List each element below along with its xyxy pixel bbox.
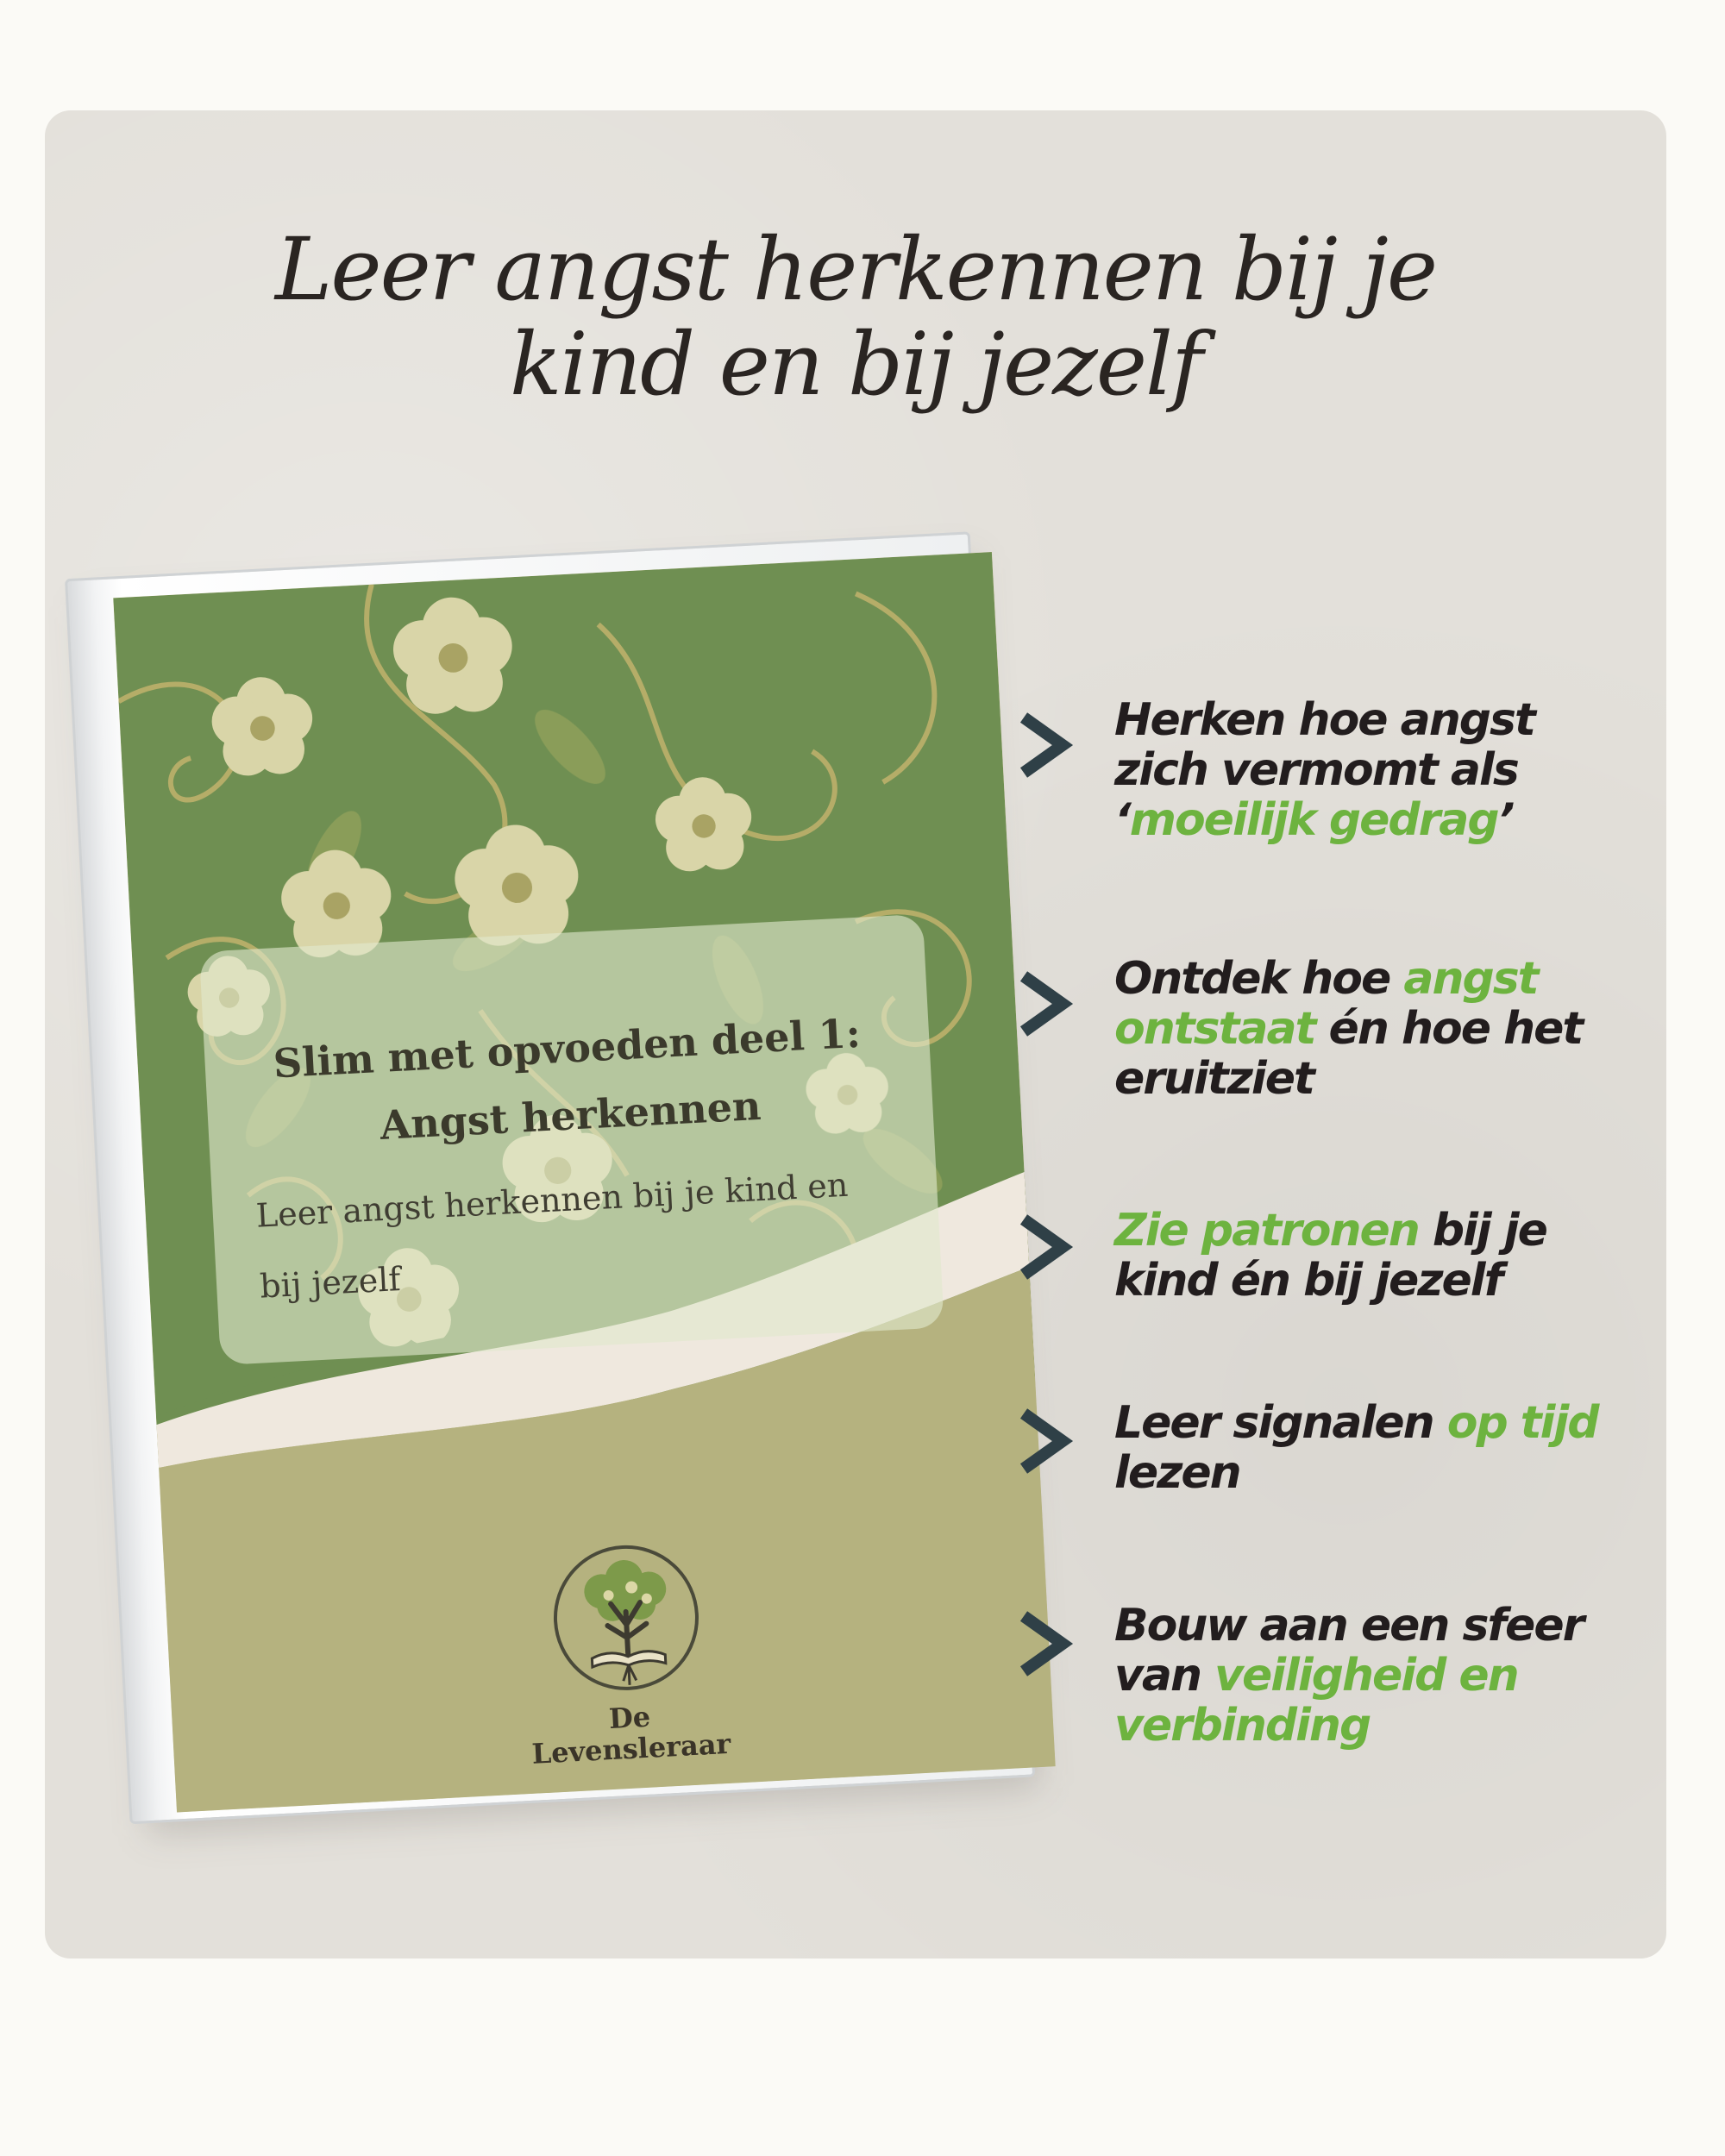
book-subtitle-line-2: bij jezelf xyxy=(259,1260,402,1306)
brand-name xyxy=(517,1696,743,1771)
book-subtitle-line-1: Leer angst herkennen bij je kind en xyxy=(254,1165,850,1235)
promo-card xyxy=(45,110,1666,1959)
chevron-right-icon xyxy=(1015,1407,1076,1476)
chevron-right-icon xyxy=(1015,1213,1076,1282)
book-title xyxy=(204,996,934,1169)
feature-text xyxy=(1114,1206,1649,1306)
book-cover xyxy=(113,552,1055,1812)
feature-highlight: ontstaat xyxy=(1114,1003,1315,1055)
chevron-right-icon xyxy=(1015,969,1076,1038)
feature-text-part: zich vermomt als xyxy=(1114,744,1518,796)
feature-text-part: Ontdek hoe xyxy=(1114,953,1404,1005)
feature-highlight: moeilijk gedrag xyxy=(1129,794,1498,846)
headline xyxy=(45,219,1666,415)
feature-text-part: ’ xyxy=(1497,794,1514,846)
chevron-right-icon xyxy=(1015,1609,1076,1678)
tree-of-life-logo-icon xyxy=(548,1539,706,1697)
feature-highlight: verbinding xyxy=(1114,1700,1371,1752)
feature-text-part: én hoe het xyxy=(1314,1003,1583,1055)
feature-text xyxy=(1114,1398,1649,1498)
feature-text-part: Leer signalen xyxy=(1114,1397,1447,1449)
brand-line-1: De xyxy=(608,1700,652,1736)
feature-text-part: ‘ xyxy=(1114,794,1130,846)
title-panel xyxy=(199,914,944,1365)
feature-text-part: van xyxy=(1114,1650,1215,1702)
headline-line-2: kind en bij jezelf xyxy=(510,314,1201,415)
feature-text xyxy=(1114,1601,1649,1751)
book-title-line-1: Slim met opvoeden deel 1: xyxy=(272,1009,862,1087)
ebook-mockup xyxy=(65,532,1030,1820)
headline-line-1: Leer angst herkennen bij je xyxy=(275,219,1436,320)
feature-highlight: op tijd xyxy=(1446,1397,1598,1449)
feature-highlight: angst xyxy=(1403,953,1538,1005)
feature-text xyxy=(1114,954,1649,1104)
feature-text-part: Bouw aan een sfeer xyxy=(1114,1600,1584,1651)
feature-text-part: lezen xyxy=(1114,1447,1240,1499)
brand-line-2: Levensleraar xyxy=(530,1727,732,1771)
feature-highlight: veiligheid en xyxy=(1214,1650,1518,1702)
feature-text-part: kind én bij jezelf xyxy=(1114,1255,1502,1307)
book-subtitle xyxy=(254,1146,917,1322)
feature-text-part: bij je xyxy=(1418,1205,1546,1257)
feature-text-part: Herken hoe angst xyxy=(1114,694,1534,746)
feature-text xyxy=(1114,695,1649,845)
feature-highlight: Zie patronen xyxy=(1114,1205,1419,1257)
book-title-line-2: Angst herkennen xyxy=(379,1081,762,1150)
feature-text-part: eruitziet xyxy=(1114,1053,1314,1105)
chevron-right-icon xyxy=(1015,711,1076,780)
